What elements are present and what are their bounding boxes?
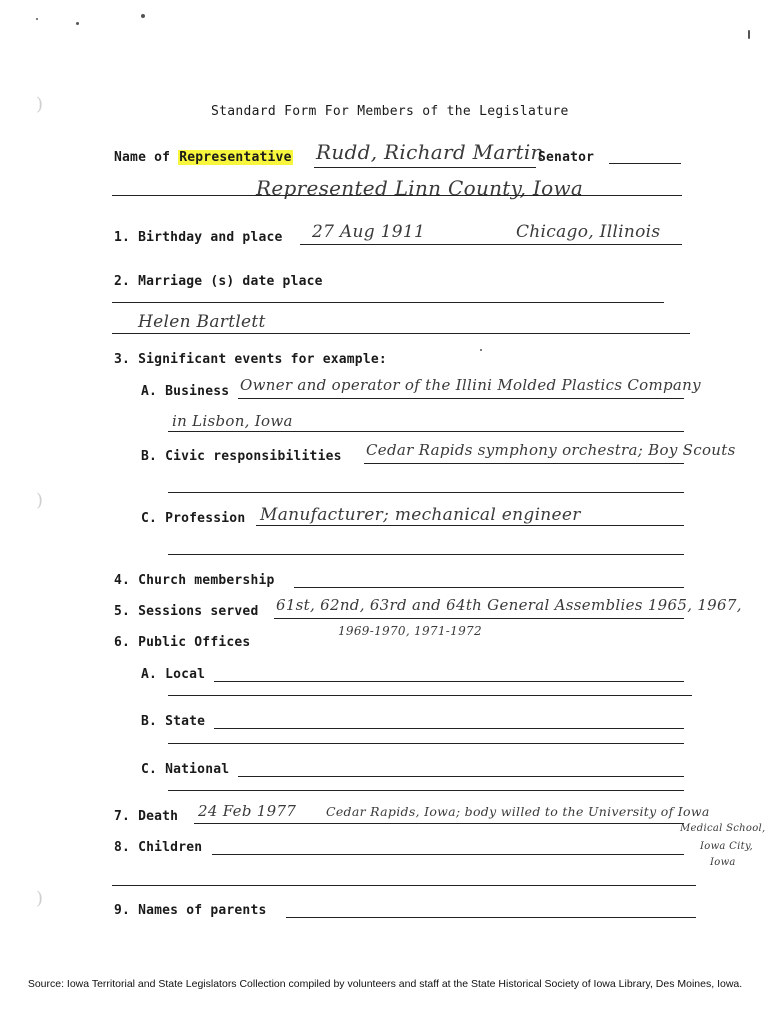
sessions-label: 5. Sessions served	[114, 604, 259, 619]
marriage-answer: Helen Bartlett	[138, 312, 266, 332]
sessions-line	[274, 618, 684, 619]
birthplace-answer: Chicago, Illinois	[516, 222, 661, 242]
death-line	[194, 823, 684, 824]
sessions-answer-1: 61st, 62nd, 63rd and 64th General Assemblies 1965, 1967,	[276, 596, 742, 614]
senator-label: Senator	[538, 150, 595, 165]
death-detail-answer: Cedar Rapids, Iowa; body willed to the University of Iowa	[326, 804, 710, 819]
edge-mark: )	[36, 490, 44, 511]
scan-speck	[480, 349, 482, 351]
business-line-1	[238, 398, 684, 399]
profession-line-1	[256, 525, 684, 526]
scan-speck	[748, 30, 750, 39]
state-line-2	[168, 743, 684, 744]
local-line-2	[168, 695, 692, 696]
death-note-2: Iowa City,	[700, 841, 754, 852]
birthday-answer: 27 Aug 1911	[312, 222, 426, 242]
edge-mark: )	[36, 888, 44, 909]
source-footer: Source: Iowa Territorial and State Legislators Collection compiled by volunteers and staff at the State Historical Society of Iowa Library, Des Moines, Iowa.	[27, 978, 743, 990]
profession-label: C. Profession	[141, 511, 246, 526]
local-label: A. Local	[141, 667, 206, 682]
business-line-2	[168, 431, 684, 432]
business-answer-2: in Lisbon, Iowa	[172, 412, 293, 430]
parents-label: 9. Names of parents	[114, 903, 267, 918]
edge-mark: )	[36, 94, 44, 115]
civic-answer: Cedar Rapids symphony orchestra; Boy Scouts	[366, 441, 736, 459]
senator-line	[609, 163, 681, 164]
national-line-1	[238, 776, 684, 777]
scan-speck	[76, 22, 79, 25]
parents-line	[286, 917, 696, 918]
form-title: Standard Form For Members of the Legislature	[211, 104, 569, 119]
represented-answer: Represented Linn County, Iowa	[256, 176, 584, 200]
business-label: A. Business	[141, 384, 230, 399]
children-line-1	[212, 854, 684, 855]
birthday-label: 1. Birthday and place	[114, 230, 283, 245]
representative-label: Representative	[179, 150, 292, 165]
civic-label: B. Civic responsibilities	[141, 449, 342, 464]
name-line	[314, 167, 536, 168]
state-line-1	[214, 728, 684, 729]
children-label: 8. Children	[114, 840, 203, 855]
name-answer: Rudd, Richard Martin	[316, 140, 544, 164]
offices-label: 6. Public Offices	[114, 635, 251, 650]
scan-speck	[36, 18, 38, 20]
sessions-answer-2: 1969-1970, 1971-1972	[338, 624, 482, 638]
name-of-label: Name of	[114, 150, 171, 165]
marriage-line-2	[112, 333, 690, 334]
marriage-label: 2. Marriage (s) date place	[114, 274, 323, 289]
civic-line-1	[364, 463, 684, 464]
scan-speck	[141, 14, 145, 18]
death-note-3: Iowa	[710, 857, 736, 868]
national-label: C. National	[141, 762, 230, 777]
death-date-answer: 24 Feb 1977	[198, 802, 297, 820]
events-label: 3. Significant events for example:	[114, 352, 387, 367]
death-label: 7. Death	[114, 809, 179, 824]
civic-line-2	[168, 492, 684, 493]
marriage-line-1	[112, 302, 664, 303]
church-line	[294, 587, 684, 588]
name-row	[114, 150, 293, 165]
death-note-1: Medical School,	[680, 823, 766, 834]
church-label: 4. Church membership	[114, 573, 275, 588]
local-line-1	[214, 681, 684, 682]
business-answer-1: Owner and operator of the Illini Molded Plastics Company	[240, 376, 701, 394]
represented-line	[112, 195, 682, 196]
state-label: B. State	[141, 714, 206, 729]
national-line-2	[168, 790, 684, 791]
profession-answer: Manufacturer; mechanical engineer	[260, 505, 581, 525]
children-line-2	[112, 885, 696, 886]
birthday-line	[300, 244, 682, 245]
profession-line-2	[168, 554, 684, 555]
